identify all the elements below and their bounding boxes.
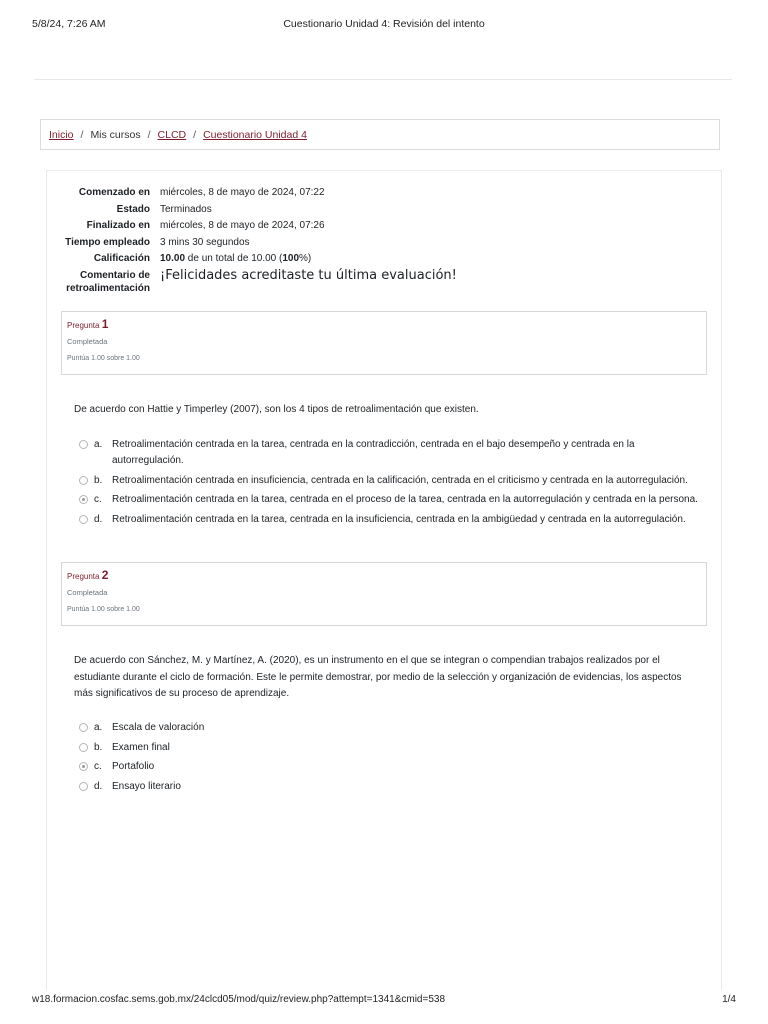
summary-row-finished bbox=[46, 219, 706, 232]
radio-button[interactable] bbox=[79, 782, 88, 791]
grade-text: de un total de 10.00 ( bbox=[185, 253, 283, 265]
breadcrumb-separator: / bbox=[80, 128, 84, 141]
answer-option[interactable] bbox=[79, 720, 699, 736]
grade-text-end: %) bbox=[299, 253, 312, 265]
answer-letter: b. bbox=[94, 474, 103, 486]
question-num: 1 bbox=[101, 317, 109, 331]
answer-text: Examen final bbox=[112, 741, 170, 753]
answer-text: Retroalimentación centrada en la tarea, centrada en el proceso de la tarea, centrada en la autorregulación y centrada en la persona. bbox=[112, 494, 698, 505]
question-number bbox=[67, 568, 701, 582]
question-text: De acuerdo con Sánchez, M. y Martínez, A. (2020), es un instrumento en el que se integran o compendian trabajos realizados por el estudiante durante el ciclo de formación. Este le permite demostrar, por medio de la selección y organización de evidencias, los aspectos más significativos de su proceso de aprendizaje. bbox=[74, 655, 682, 699]
question-text: De acuerdo con Hattie y Timperley (2007), son los 4 tipos de retroalimentación que existen. bbox=[74, 404, 479, 415]
summary-value: Terminados bbox=[160, 203, 212, 215]
radio-button[interactable] bbox=[79, 743, 88, 752]
answer-option[interactable] bbox=[79, 759, 699, 775]
answer-letter: a. bbox=[94, 722, 103, 733]
print-header bbox=[0, 18, 768, 34]
answer-option[interactable] bbox=[79, 492, 699, 508]
header-divider bbox=[34, 79, 732, 80]
question-grade: Puntúa 1.00 sobre 1.00 bbox=[67, 355, 140, 362]
breadcrumb bbox=[40, 119, 720, 150]
breadcrumb-mis-cursos: Mis cursos bbox=[90, 128, 141, 141]
question-grade: Puntúa 1.00 sobre 1.00 bbox=[67, 606, 140, 613]
answer-letter: d. bbox=[94, 513, 103, 525]
answer-letter: d. bbox=[94, 780, 103, 792]
summary-row-grade bbox=[46, 252, 706, 265]
print-title: Cuestionario Unidad 4: Revisión del intento bbox=[283, 18, 485, 30]
summary-row-started bbox=[46, 186, 706, 199]
breadcrumb-separator: / bbox=[147, 128, 151, 141]
summary-label: Estado bbox=[116, 203, 150, 215]
question-state: Completada bbox=[67, 588, 108, 597]
answer-text: Retroalimentación centrada en insuficiencia, centrada en la calificación, centrada en el criticismo y centrada en la autorregulación. bbox=[112, 474, 688, 486]
summary-value: miércoles, 8 de mayo de 2024, 07:26 bbox=[160, 220, 325, 232]
answer-text: Escala de valoración bbox=[112, 722, 205, 733]
summary-label bbox=[46, 269, 160, 295]
summary-row-time bbox=[46, 236, 706, 249]
question-state: Completada bbox=[67, 337, 108, 346]
footer-url: w18.formacion.cosfac.sems.gob.mx/24clcd05/mod/quiz/review.php?attempt=1341&cmid=538 bbox=[32, 994, 446, 1005]
feedback-value: ¡Felicidades acreditaste tu última evaluación! bbox=[160, 267, 457, 283]
grade-percent: 100 bbox=[282, 253, 300, 265]
question-prefix: Pregunta bbox=[67, 321, 100, 330]
answer-letter: c. bbox=[94, 761, 102, 772]
summary-value bbox=[160, 252, 706, 265]
breadcrumb-quiz-link[interactable]: Cuestionario Unidad 4 bbox=[203, 128, 307, 141]
question-info bbox=[61, 311, 707, 375]
answer-option[interactable] bbox=[79, 473, 699, 489]
answer-option[interactable] bbox=[79, 437, 699, 469]
summary-label: Calificación bbox=[93, 253, 150, 265]
feedback-label-line2: retroalimentación bbox=[66, 282, 150, 294]
answer-text: Portafolio bbox=[112, 761, 155, 772]
question-num: 2 bbox=[101, 568, 109, 582]
radio-button[interactable] bbox=[79, 723, 88, 732]
radio-button[interactable] bbox=[79, 515, 88, 524]
feedback-label-line1: Comentario de bbox=[79, 269, 150, 281]
print-date: 5/8/24, 7:26 AM bbox=[32, 18, 106, 30]
answer-option[interactable] bbox=[79, 779, 699, 795]
radio-button-selected[interactable] bbox=[79, 495, 88, 504]
answer-text: Retroalimentación centrada en la tarea, centrada en la insuficiencia, centrada en la ambigüedad y centrada en la autorregulación. bbox=[112, 513, 686, 525]
answer-letter: c. bbox=[94, 494, 102, 505]
answer-letter: b. bbox=[94, 741, 103, 753]
radio-button[interactable] bbox=[79, 476, 88, 485]
question-prefix: Pregunta bbox=[67, 572, 100, 581]
breadcrumb-inicio-link[interactable]: Inicio bbox=[49, 128, 74, 141]
radio-button[interactable] bbox=[79, 440, 88, 449]
summary-row-feedback bbox=[46, 269, 706, 295]
breadcrumb-separator: / bbox=[193, 128, 197, 141]
summary-label: Tiempo empleado bbox=[65, 236, 150, 248]
answer-text: Retroalimentación centrada en la tarea, centrada en la contradicción, centrada en el bajo desempeño y centrada en la autorregulación. bbox=[112, 439, 635, 466]
answer-option[interactable] bbox=[79, 740, 699, 756]
attempt-summary bbox=[46, 186, 706, 299]
breadcrumb-clcd-link[interactable]: CLCD bbox=[157, 128, 187, 141]
answer-option[interactable] bbox=[79, 512, 699, 528]
radio-button-selected[interactable] bbox=[79, 762, 88, 771]
answer-letter: a. bbox=[94, 439, 103, 450]
summary-row-state bbox=[46, 203, 706, 216]
answer-text: Ensayo literario bbox=[112, 780, 181, 792]
grade-score: 10.00 bbox=[160, 253, 186, 265]
summary-value: 3 mins 30 segundos bbox=[160, 236, 250, 248]
answer-list bbox=[79, 720, 699, 798]
question-info bbox=[61, 562, 707, 626]
summary-label: Comenzado en bbox=[78, 187, 150, 198]
question-number bbox=[67, 317, 701, 331]
summary-label: Finalizado en bbox=[86, 220, 150, 232]
answer-list bbox=[79, 437, 699, 531]
footer-page-number: 1/4 bbox=[722, 994, 736, 1005]
summary-value: miércoles, 8 de mayo de 2024, 07:22 bbox=[160, 187, 325, 198]
